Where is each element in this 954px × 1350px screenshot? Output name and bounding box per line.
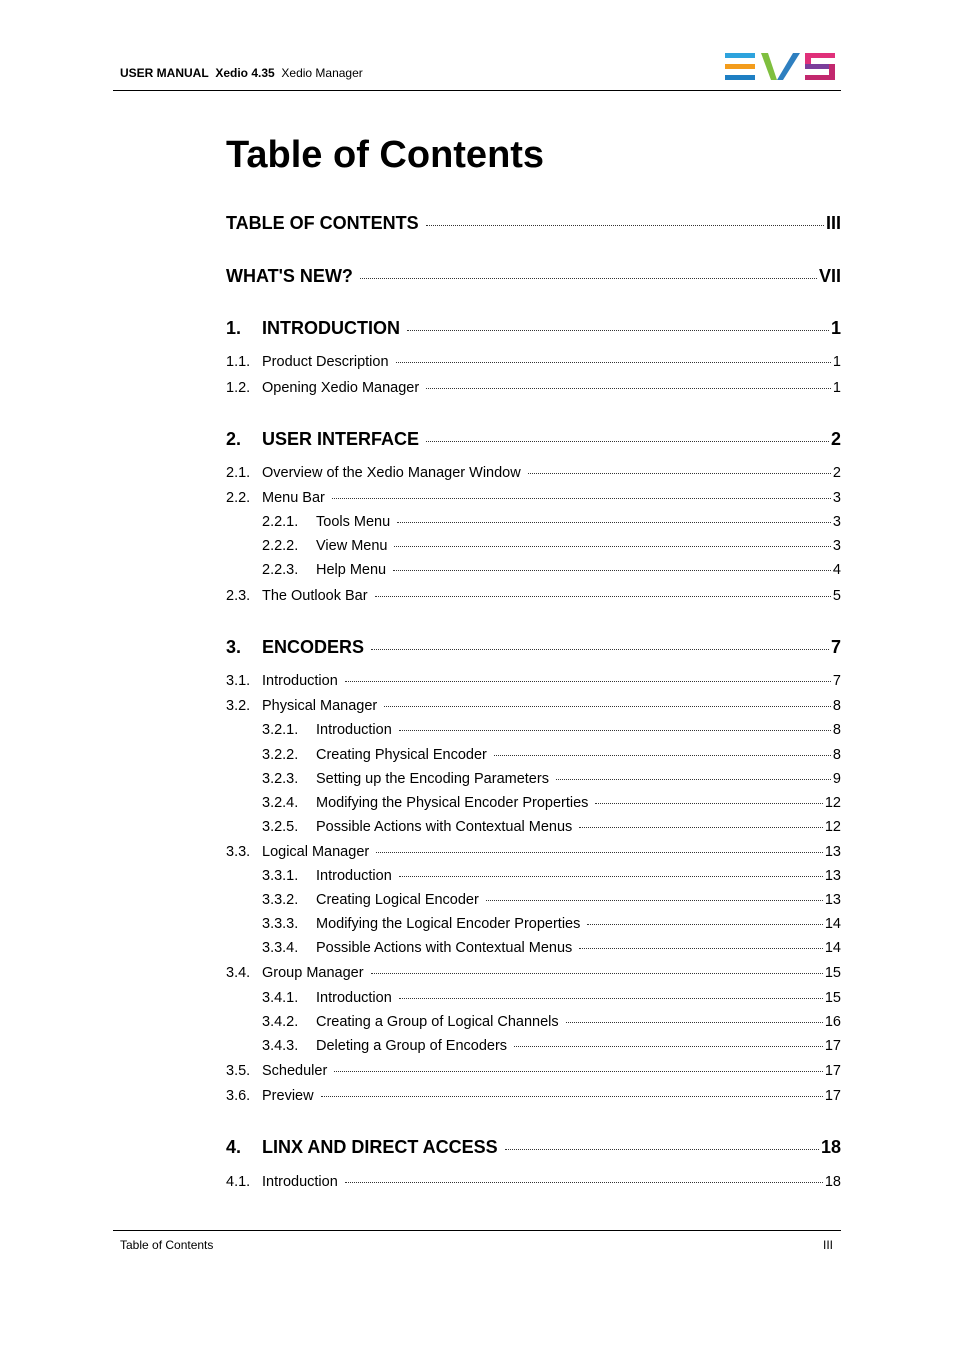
toc-entry-label: Introduction (262, 673, 338, 689)
evs-logo-icon (725, 53, 835, 81)
toc-entry-page: 7 (830, 637, 841, 657)
toc-entry-label: Group Manager (262, 965, 364, 981)
toc-entry-page: 18 (824, 1174, 841, 1190)
toc-dot-leader (579, 948, 823, 949)
toc-entry-number: 3.1. (226, 673, 251, 689)
footer-page-number: III (822, 1238, 833, 1252)
toc-entry-label: WHAT'S NEW? (226, 266, 353, 286)
toc-entry[interactable] (226, 354, 841, 370)
toc-dot-leader (399, 730, 831, 731)
toc-entry-page: 4 (832, 562, 841, 578)
toc-entry-page: 3 (832, 538, 841, 554)
toc-dot-leader (394, 546, 830, 547)
toc-entry[interactable] (226, 266, 841, 287)
toc-entry-number: 1.2. (226, 380, 251, 396)
toc-dot-leader (587, 924, 822, 925)
toc-entry-page: 5 (832, 588, 841, 604)
toc-dot-leader (494, 755, 831, 756)
toc-dot-leader (426, 225, 824, 226)
toc-dot-leader (399, 876, 823, 877)
toc-entry-page: 12 (824, 795, 841, 811)
manual-label: USER MANUAL (120, 66, 209, 80)
toc-entry-label: Physical Manager (262, 698, 378, 714)
toc-entry-label: Creating Logical Encoder (316, 892, 479, 908)
toc-entry-number: 3.3. (226, 844, 251, 860)
toc-dot-leader (376, 852, 823, 853)
toc-entry-label: Modifying the Logical Encoder Properties (316, 916, 581, 932)
toc-entry-label: Introduction (316, 990, 392, 1006)
toc-entry-number: 2.1. (226, 465, 251, 481)
toc-entry-number: 2.2.1. (262, 514, 299, 530)
toc-dot-leader (371, 973, 823, 974)
toc-entry-label: Opening Xedio Manager (262, 380, 420, 396)
toc-entry-number: 2.2.3. (262, 562, 299, 578)
toc-entry-label: Modifying the Physical Encoder Properties (316, 795, 589, 811)
toc-dot-leader (397, 522, 831, 523)
toc-entry-page: 13 (824, 868, 841, 884)
toc-entry-label: Setting up the Encoding Parameters (316, 771, 549, 787)
toc-entry-number: 3.3.2. (262, 892, 299, 908)
toc-entry-page: 7 (832, 673, 841, 689)
toc-dot-leader (396, 362, 831, 363)
toc-entry-page: 16 (824, 1014, 841, 1030)
toc-dot-leader (371, 649, 829, 650)
toc-entry-page: 3 (832, 490, 841, 506)
toc-entry-number: 3.4.1. (262, 990, 299, 1006)
toc-entry-page: 8 (832, 698, 841, 714)
toc-dot-leader (360, 278, 817, 279)
toc-dot-leader (528, 473, 831, 474)
toc-entry-label: LINX AND DIRECT ACCESS (262, 1137, 498, 1157)
toc-entry-number: 2.3. (226, 588, 251, 604)
toc-dot-leader (393, 570, 831, 571)
toc-entry-page: 17 (824, 1038, 841, 1054)
toc-entry[interactable] (226, 698, 841, 714)
toc-entry-number: 3.4. (226, 965, 251, 981)
toc-dot-leader (566, 1022, 823, 1023)
toc-entry-number: 3.2. (226, 698, 251, 714)
toc-entry-label: Overview of the Xedio Manager Window (262, 465, 521, 481)
toc-dot-leader (345, 1182, 823, 1183)
toc-entry-label: Introduction (316, 722, 392, 738)
toc-entry-label: Introduction (316, 868, 392, 884)
toc-entry-number: 3.2.4. (262, 795, 299, 811)
toc-dot-leader (579, 827, 823, 828)
toc-entry[interactable] (226, 916, 841, 932)
toc-entry[interactable] (226, 1038, 841, 1054)
toc-entry-page: 17 (824, 1088, 841, 1104)
toc-entry[interactable] (226, 1063, 841, 1079)
toc-entry-page: 13 (824, 892, 841, 908)
toc-entry-label: Introduction (262, 1174, 338, 1190)
toc-entry[interactable] (226, 965, 841, 981)
toc-entry-number: 2. (226, 429, 242, 449)
toc-entry-number: 2.2.2. (262, 538, 299, 554)
toc-entry-number: 3.4.3. (262, 1038, 299, 1054)
toc-dot-leader (486, 900, 823, 901)
toc-dot-leader (384, 706, 831, 707)
toc-entry-page: 9 (832, 771, 841, 787)
toc-entry-label: Logical Manager (262, 844, 370, 860)
toc-entry-page: 2 (830, 429, 841, 449)
toc-entry-label: Possible Actions with Contextual Menus (316, 819, 573, 835)
toc-entry-page: 1 (832, 380, 841, 396)
toc-entry-label: Creating a Group of Logical Channels (316, 1014, 559, 1030)
header-divider (113, 90, 841, 91)
toc-entry[interactable] (226, 819, 841, 835)
toc-entry[interactable] (226, 588, 841, 604)
toc-entry-number: 2.2. (226, 490, 251, 506)
toc-entry[interactable] (226, 1174, 841, 1190)
toc-entry-number: 3.5. (226, 1063, 251, 1079)
toc-dot-leader (407, 330, 829, 331)
toc-entry-page: 8 (832, 747, 841, 763)
toc-entry-label: Scheduler (262, 1063, 328, 1079)
toc-entry-page: 1 (832, 354, 841, 370)
footer-divider (113, 1230, 841, 1231)
toc-entry[interactable] (226, 844, 841, 860)
toc-entry[interactable] (226, 771, 841, 787)
toc-dot-leader (426, 388, 831, 389)
toc-entry-page: 18 (820, 1137, 841, 1157)
toc-entry[interactable] (226, 1088, 841, 1104)
toc-entry-page: 15 (824, 990, 841, 1006)
toc-entry-number: 4.1. (226, 1174, 251, 1190)
toc-entry[interactable] (226, 1014, 841, 1030)
toc-entry-label: Tools Menu (316, 514, 391, 530)
toc-entry-number: 3.2.5. (262, 819, 299, 835)
toc-entry[interactable] (226, 465, 841, 481)
toc-entry-page: VII (818, 266, 841, 286)
product-name: Xedio 4.35 (215, 66, 275, 80)
toc-entry[interactable] (226, 990, 841, 1006)
toc-entry[interactable] (226, 637, 841, 658)
toc-entry-number: 3.3.3. (262, 916, 299, 932)
toc-entry[interactable] (226, 538, 841, 554)
toc-dot-leader (345, 681, 831, 682)
toc-entry[interactable] (226, 514, 841, 530)
toc-entry-number: 1.1. (226, 354, 251, 370)
toc-entry[interactable] (226, 562, 841, 578)
toc-entry-number: 4. (226, 1137, 242, 1157)
toc-dot-leader (514, 1046, 823, 1047)
toc-entry-label: TABLE OF CONTENTS (226, 213, 419, 233)
toc-entry[interactable] (226, 722, 841, 738)
toc-entry-label: Creating Physical Encoder (316, 747, 487, 763)
toc-entry-page: III (825, 213, 841, 233)
toc-entry-page: 14 (824, 940, 841, 956)
toc-entry-page: 8 (832, 722, 841, 738)
toc-entry-page: 13 (824, 844, 841, 860)
toc-dot-leader (595, 803, 822, 804)
toc-entry-label: Help Menu (316, 562, 387, 578)
toc-entry-number: 3.2.3. (262, 771, 299, 787)
toc-entry-label: Menu Bar (262, 490, 325, 506)
toc-entry[interactable] (226, 940, 841, 956)
toc-entry-label: The Outlook Bar (262, 588, 368, 604)
toc-entry[interactable] (226, 318, 841, 339)
toc-dot-leader (505, 1149, 819, 1150)
toc-entry-page: 14 (824, 916, 841, 932)
toc-dot-leader (375, 596, 831, 597)
toc-dot-leader (426, 441, 829, 442)
toc-entry[interactable] (226, 1137, 841, 1158)
toc-entry-number: 3. (226, 637, 242, 657)
toc-entry[interactable] (226, 380, 841, 396)
toc-entry-label: ENCODERS (262, 637, 365, 657)
toc-entry-number: 3.4.2. (262, 1014, 299, 1030)
toc-entry[interactable] (226, 490, 841, 506)
toc-entry-label: Preview (262, 1088, 314, 1104)
toc-dot-leader (399, 998, 823, 999)
toc-entry[interactable] (226, 747, 841, 763)
toc-entry-label: USER INTERFACE (262, 429, 420, 449)
toc-entry[interactable] (226, 213, 841, 234)
toc-entry-number: 3.2.1. (262, 722, 299, 738)
toc-dot-leader (334, 1071, 823, 1072)
toc-entry-number: 3.6. (226, 1088, 251, 1104)
toc-entry-label: INTRODUCTION (262, 318, 400, 338)
toc-entry[interactable] (226, 892, 841, 908)
toc-entry-label: Deleting a Group of Encoders (316, 1038, 508, 1054)
product-subtitle: Xedio Manager (281, 66, 363, 80)
toc-dot-leader (556, 779, 831, 780)
footer-section-title: Table of Contents (120, 1238, 214, 1252)
toc-entry-number: 3.3.4. (262, 940, 299, 956)
toc-entry-page: 17 (824, 1063, 841, 1079)
toc-dot-leader (321, 1096, 823, 1097)
toc-entry-label: Product Description (262, 354, 389, 370)
toc-entry[interactable] (226, 868, 841, 884)
toc-entry-page: 15 (824, 965, 841, 981)
toc-entry-page: 2 (832, 465, 841, 481)
toc-entry[interactable] (226, 673, 841, 689)
toc-entry-number: 3.3.1. (262, 868, 299, 884)
page-header (120, 66, 363, 80)
toc-entry-label: View Menu (316, 538, 388, 554)
toc-entry-number: 3.2.2. (262, 747, 299, 763)
toc-entry-page: 12 (824, 819, 841, 835)
toc-entry[interactable] (226, 429, 841, 450)
toc-entry-number: 1. (226, 318, 242, 338)
toc-entry-page: 1 (830, 318, 841, 338)
toc-entry-label: Possible Actions with Contextual Menus (316, 940, 573, 956)
toc-entry-page: 3 (832, 514, 841, 530)
toc-dot-leader (332, 498, 831, 499)
toc-entry[interactable] (226, 795, 841, 811)
page-title: Table of Contents (226, 134, 545, 176)
